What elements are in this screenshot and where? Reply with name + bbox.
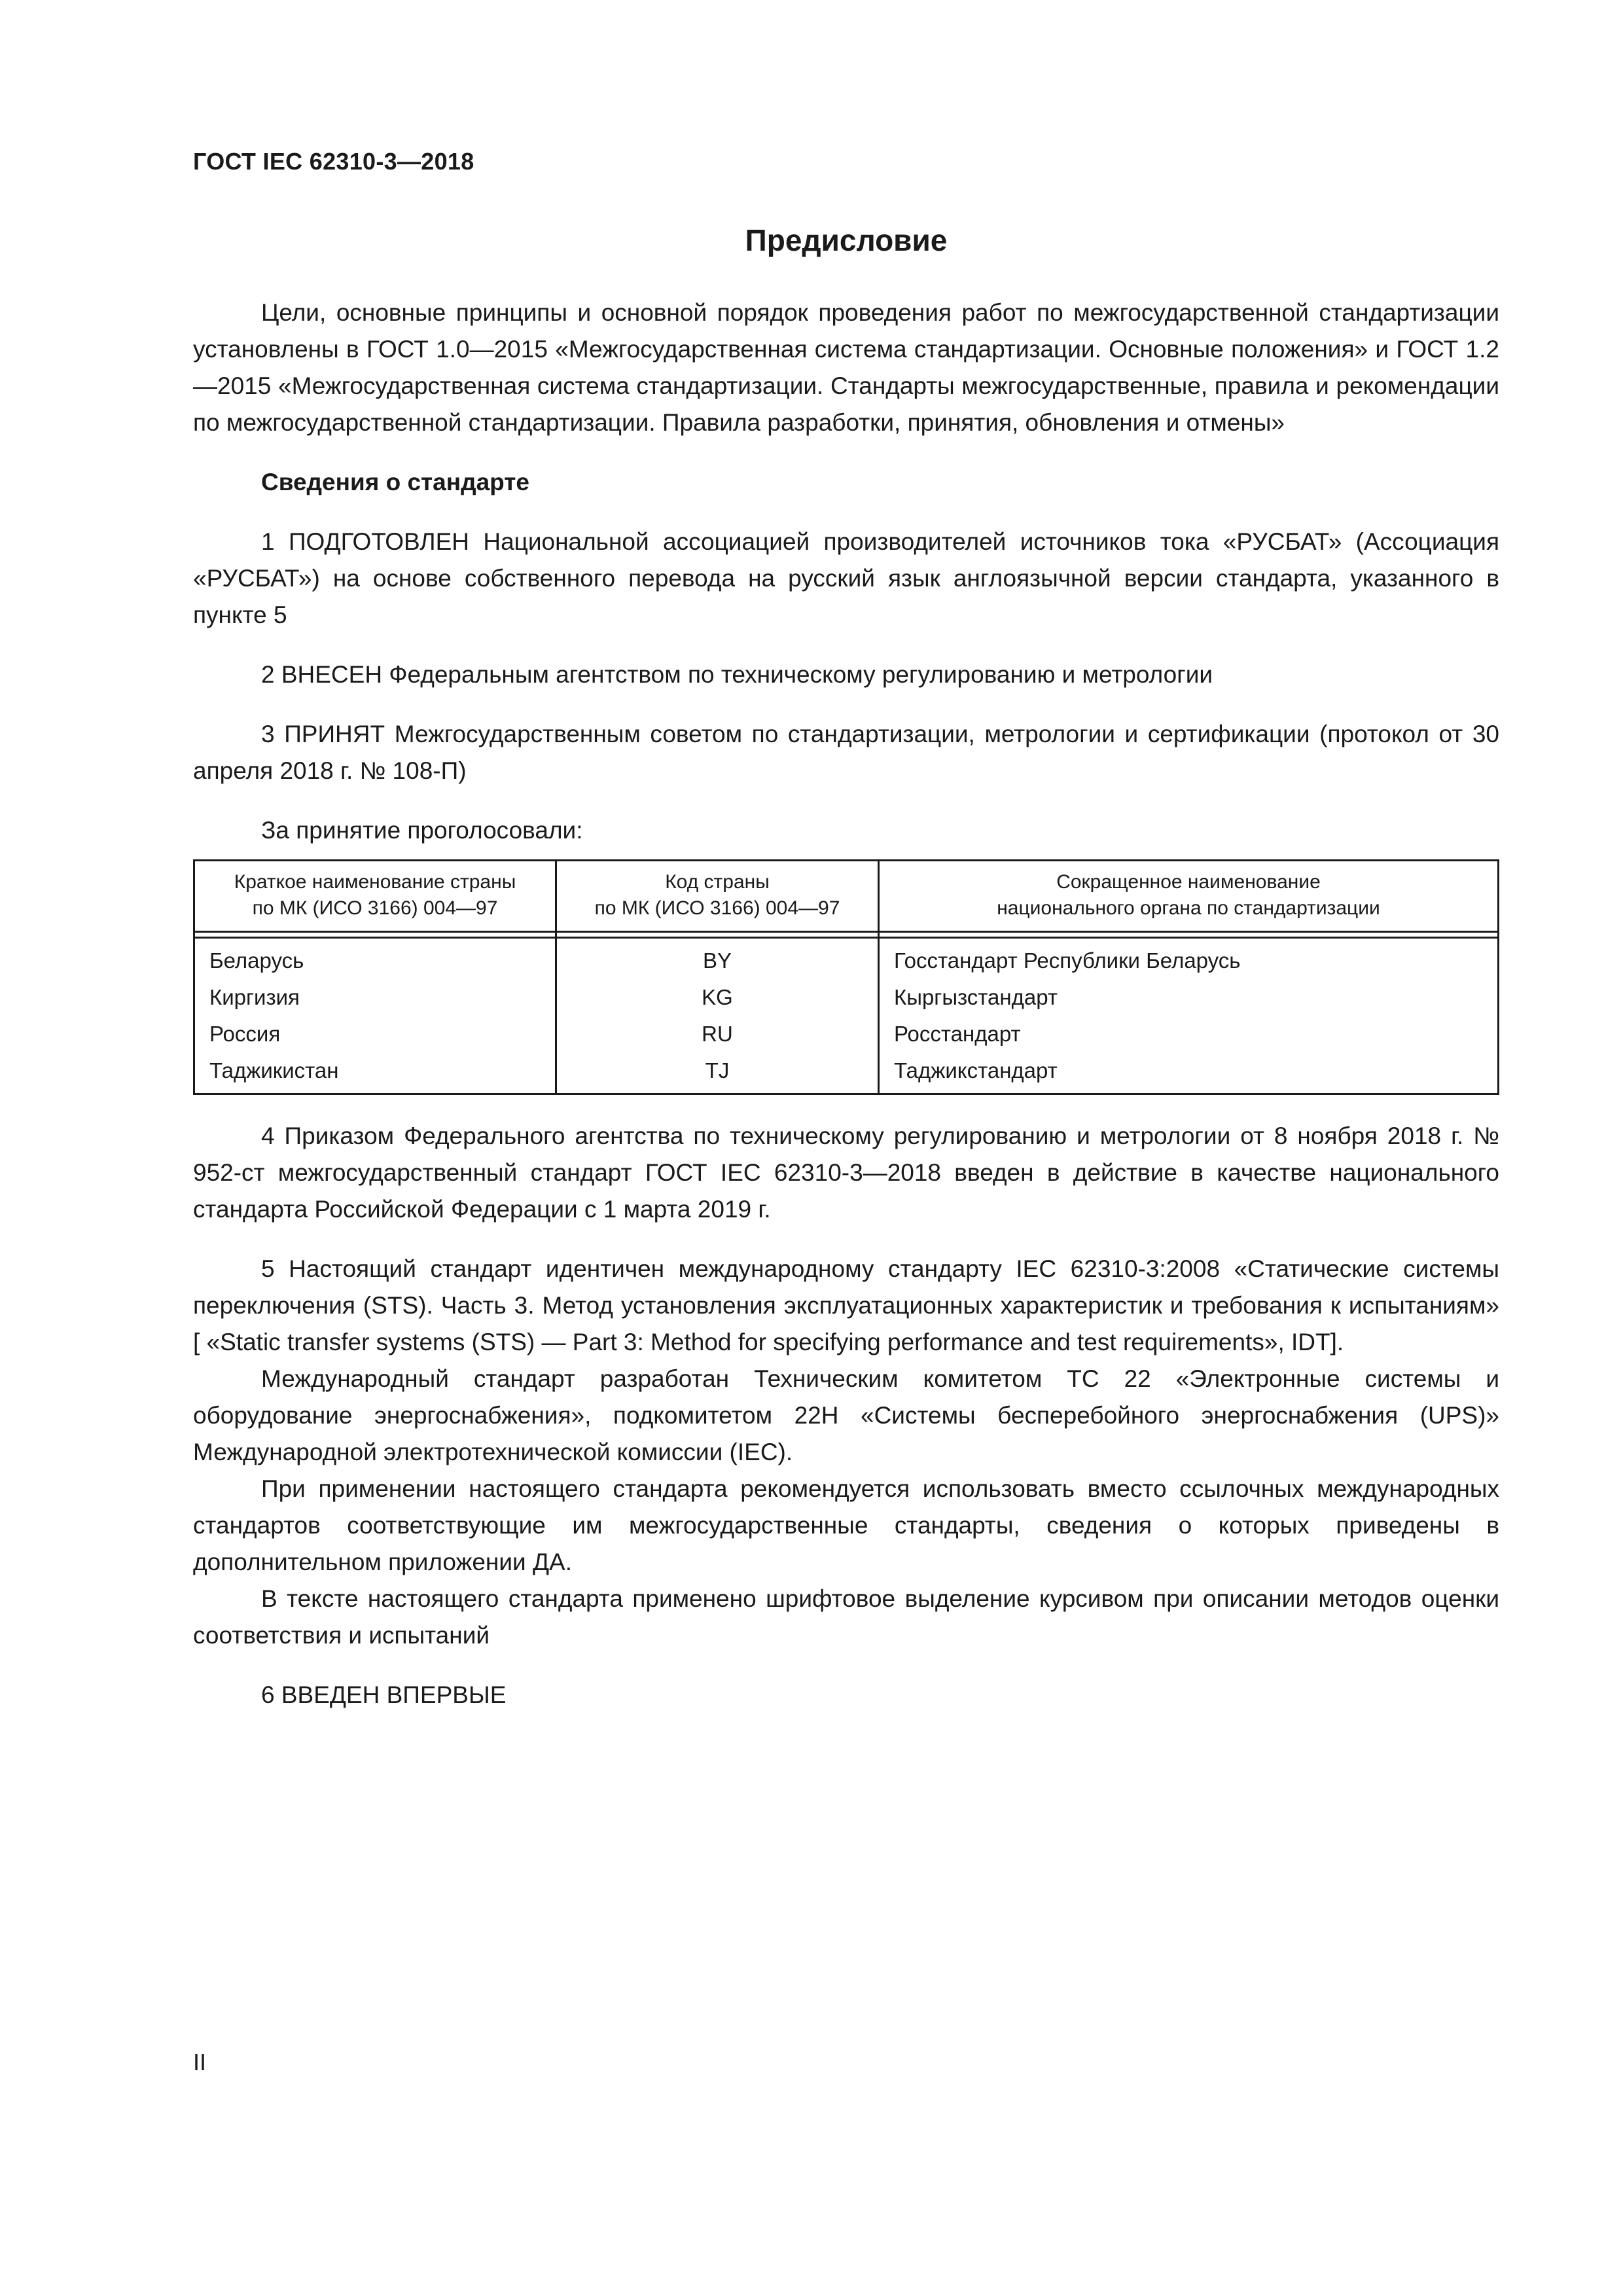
country-code: TJ — [556, 1052, 879, 1094]
standards-body: Росстандарт — [894, 1022, 1021, 1046]
item-5-italic-note: В тексте настоящего стандарта применено шрифтовое выделение курсивом при описании методов оценки соответствия и испытаний — [193, 1585, 1499, 1649]
header-country-code-line2: по МК (ИСО 3166) 004—97 — [594, 897, 840, 919]
standards-body: Госстандарт Республики Беларусь — [894, 948, 1241, 973]
item-2: 2 ВНЕСЕН Федеральным агентством по техническому регулированию и метрологии — [261, 661, 1213, 688]
country-code: BY — [556, 938, 879, 980]
document-body — [193, 295, 1499, 1713]
vote-intro: За принятие проголосовали: — [261, 817, 583, 844]
page-title: Предисловие — [745, 223, 948, 257]
document-code: ГОСТ IEC 62310-3—2018 — [193, 148, 474, 175]
header-country-name-line1: Краткое наименование страны — [234, 871, 516, 893]
header-country-code — [556, 861, 879, 932]
item-5-references-note: При применении настоящего стандарта рекомендуется использовать вместо ссылочных международных стандартов соответствующие им межгосударственные стандарты, сведения о которых приведены в дополнительном приложении ДА. — [193, 1475, 1499, 1575]
header-country-code-line1: Код страны — [665, 871, 770, 893]
item-5: 5 Настоящий стандарт идентичен международному стандарту IEC 62310-3:2008 «Статические системы переключения (STS). Часть 3. Метод установления эксплуатационных характеристик и требования к испытаниям» [ «Static transfer systems (STS) — Part 3: Method for specifying performance and test requirements», IDT]. — [193, 1255, 1499, 1355]
table-row — [194, 938, 1499, 980]
item-3: 3 ПРИНЯТ Межгосударственным советом по стандартизации, метрологии и сертификации (протокол от 30 апреля 2018 г. № 108-П) — [193, 721, 1499, 784]
header-standards-body — [879, 861, 1499, 932]
country-name: Беларусь — [194, 938, 556, 980]
page-number: II — [193, 2049, 207, 2075]
table-row — [194, 1016, 1499, 1052]
country-code: RU — [556, 1016, 879, 1052]
item-4: 4 Приказом Федерального агентства по техническому регулированию и метрологии от 8 ноября 2018 г. № 952-ст межгосударственный стандарт ГОСТ IEC 62310-3—2018 введен в действие в качестве национального стандарта Российской Федерации с 1 марта 2019 г. — [193, 1122, 1499, 1223]
standards-body: Таджикстандарт — [894, 1058, 1058, 1083]
country-name: Киргизия — [194, 979, 556, 1016]
header-standards-body-line2: национального органа по стандартизации — [997, 897, 1380, 919]
item-5-international-committee: Международный стандарт разработан Техническим комитетом TC 22 «Электронные системы и оборудование энергоснабжения», подкомитетом 22H «Системы бесперебойного энергоснабжения (UPS)» Международной электротехнической комиссии (IEC). — [193, 1365, 1499, 1465]
standards-body: Кыргызстандарт — [894, 985, 1058, 1009]
country-name: Россия — [194, 1016, 556, 1052]
intro-paragraph: Цели, основные принципы и основной порядок проведения работ по межгосударственной стандартизации установлены в ГОСТ 1.0—2015 «Межгосударственная система стандартизации. Основные положения» и ГОСТ 1.2—2015 «Межгосударственная система стандартизации. Стандарты межгосударственные, правила и рекомендации по межгосударственной стандартизации. Правила разработки, принятия, обновления и отмены» — [193, 299, 1499, 436]
table-row — [194, 979, 1499, 1016]
vote-table — [193, 859, 1499, 1095]
country-code: KG — [556, 979, 879, 1016]
vote-table-header-row — [194, 861, 1499, 932]
country-name: Таджикистан — [194, 1052, 556, 1094]
header-separator — [194, 932, 1499, 938]
header-country-name — [194, 861, 556, 932]
info-heading: Сведения о стандарте — [261, 469, 529, 495]
item-1: 1 ПОДГОТОВЛЕН Национальной ассоциацией производителей источников тока «РУСБАТ» (Ассоциация «РУСБАТ») на основе собственного перевода на русский язык англоязычной версии стандарта, указанного в пункте 5 — [193, 528, 1499, 628]
table-row — [194, 1052, 1499, 1094]
header-country-name-line2: по МК (ИСО 3166) 004—97 — [252, 897, 498, 919]
header-standards-body-line1: Сокращенное наименование — [1056, 871, 1321, 893]
item-6: 6 ВВЕДЕН ВПЕРВЫЕ — [261, 1681, 507, 1708]
